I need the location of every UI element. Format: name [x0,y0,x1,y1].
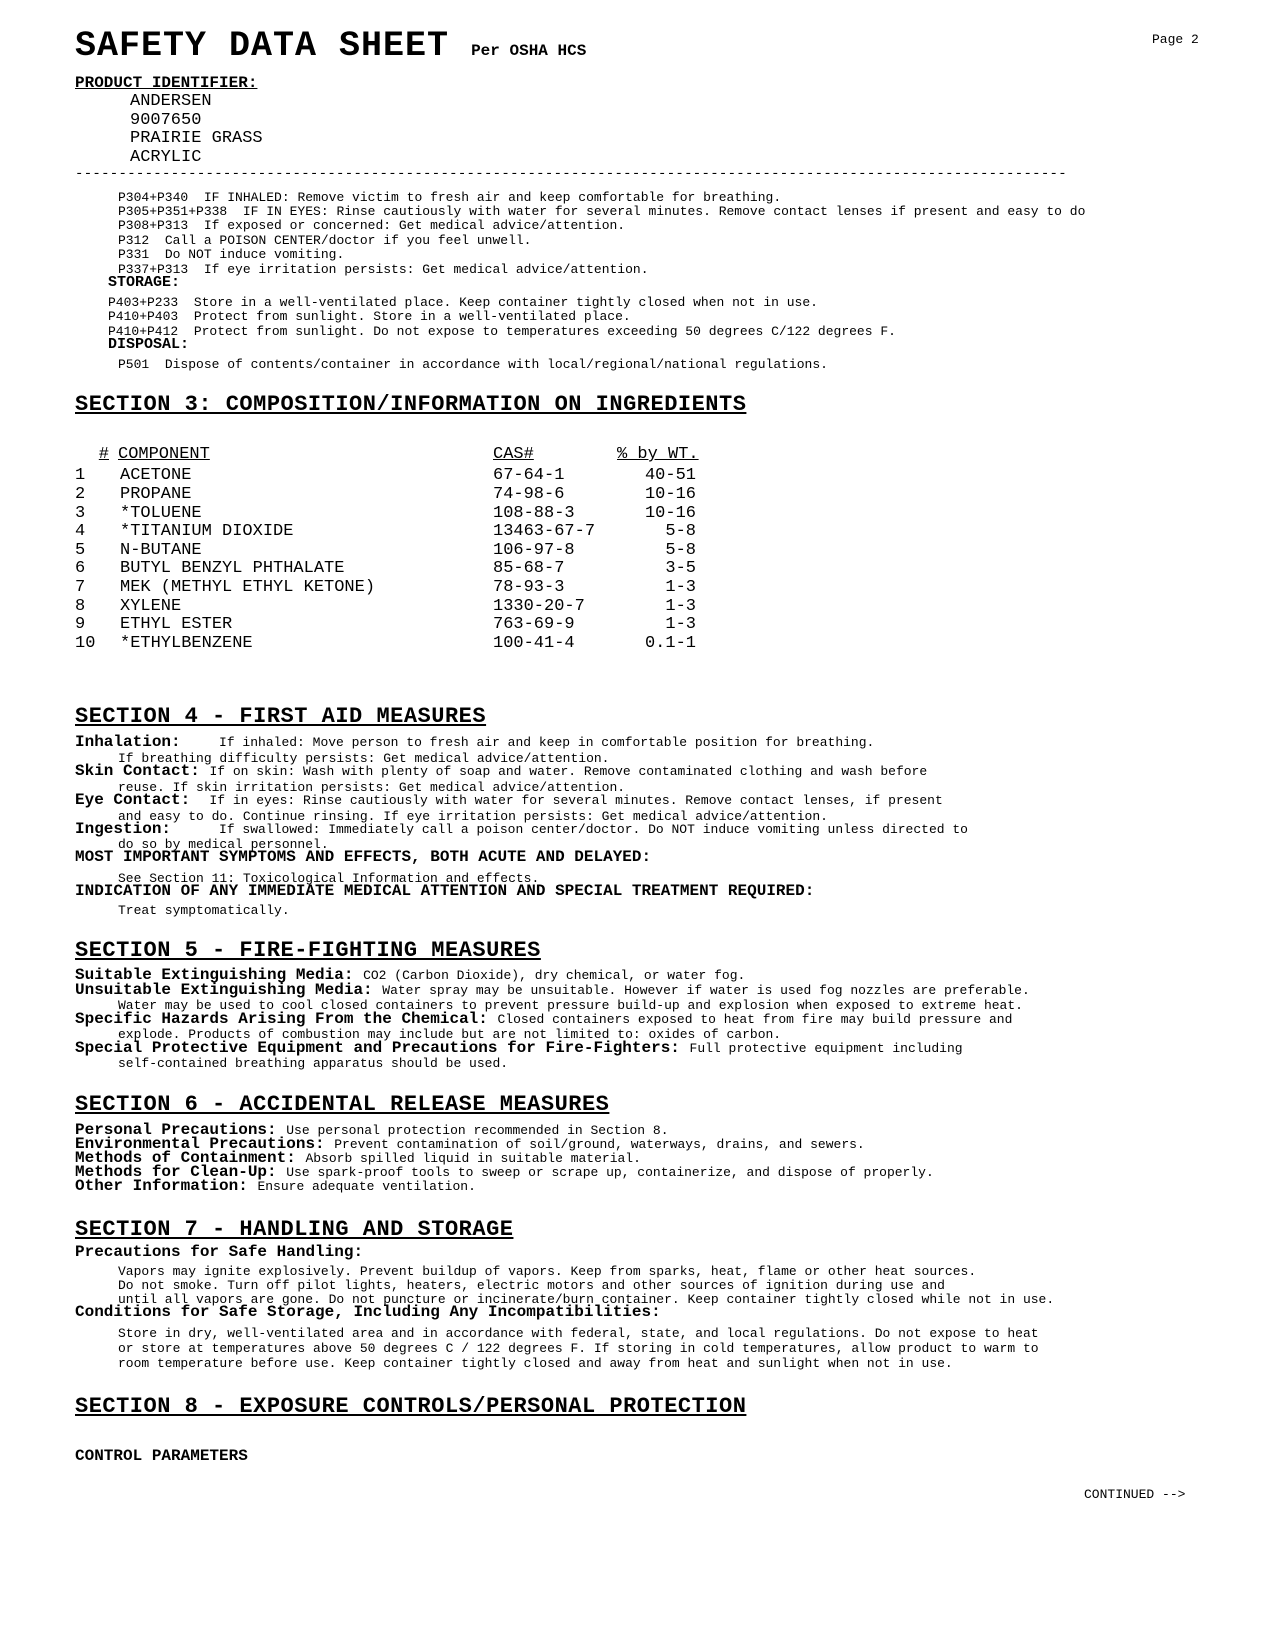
safe-handling-label: Precautions for Safe Handling: [75,1243,364,1261]
table-row-cas: 67-64-1 [493,466,565,485]
environmental-precautions-text: Prevent contamination of soil/ground, waterways, drains, and sewers. [334,1137,865,1152]
other-information-line [75,1177,476,1195]
table-row-component: ACETONE [120,466,192,485]
table-header-component: COMPONENT [118,445,210,464]
precaution-row [118,218,625,233]
precaution-text: Call a POISON CENTER/doctor if you feel unwell. [164,233,532,248]
precaution-row [118,262,649,277]
safe-handling-text: Vapors may ignite explosively. Prevent buildup of vapors. Keep from sparks, heat, flame or other heat sources. [118,1264,977,1279]
safe-storage-text: Store in dry, well-ventilated area and in accordance with federal, state, and local regulations. Do not expose to heat [118,1326,1039,1341]
product-line: PRAIRIE GRASS [130,129,263,148]
table-row-pct: 3-5 [665,559,696,578]
table-row-cas: 1330-20-7 [493,597,585,616]
table-row-pct: 5-8 [665,522,696,541]
table-row-pct: 1-3 [665,578,696,597]
table-row-component: *TOLUENE [120,504,202,523]
precaution-text: Store in a well-ventilated place. Keep container tightly closed when not in use. [193,295,818,310]
precaution-code: P305+P351+P338 [118,204,228,219]
table-row-num: 4 [75,522,86,541]
product-identifier-label: PRODUCT IDENTIFIER: [75,74,258,92]
skin-contact-text: If on skin: Wash with plenty of soap and water. Remove contaminated clothing and wash before [209,764,928,779]
table-row-component: PROPANE [120,485,192,504]
precaution-text: Protect from sunlight. Store in a well-ventilated place. [193,309,631,324]
precaution-text: Dispose of contents/container in accordance with local/regional/national regulations. [164,357,828,372]
precaution-text: IF IN EYES: Rinse cautiously with water for several minutes. Remove contact lenses if present and easy to do [242,204,1086,219]
section-7-title: SECTION 7 - HANDLING AND STORAGE [75,1217,514,1242]
safe-storage-text: or store at temperatures above 50 degrees C / 122 degrees F. If storing in cold temperatures, allow product to warm to [118,1341,1039,1356]
precaution-text: IF INHALED: Remove victim to fresh air and keep comfortable for breathing. [203,190,782,205]
control-parameters-label: CONTROL PARAMETERS [75,1447,248,1465]
table-row-cas: 13463-67-7 [493,522,596,541]
table-row-pct: 40-51 [644,466,696,485]
unsuitable-media-continued: Water may be used to cool closed containers to prevent pressure build-up and explosion when exposed to extreme heat. [118,998,1023,1013]
table-row-pct: 0.1-1 [644,634,696,653]
table-row-cas: 100-41-4 [493,634,575,653]
table-row-component: MEK (METHYL ETHYL KETONE) [120,578,376,597]
cleanup-text: Use spark-proof tools to sweep or scrape up, containerize, and dispose of properly. [286,1165,934,1180]
table-row-component: *ETHYLBENZENE [120,634,253,653]
product-line: ACRYLIC [130,148,202,167]
personal-precautions-text: Use personal protection recommended in Section 8. [286,1123,669,1138]
table-row-cas: 74-98-6 [493,485,565,504]
table-row-component: BUTYL BENZYL PHTHALATE [120,559,345,578]
eye-contact-label: Eye Contact: [75,791,191,809]
page-number: Page 2 [1152,32,1199,47]
specific-hazards-line [75,1010,1012,1028]
cleanup-label: Methods for Clean-Up: [75,1163,277,1181]
precaution-code: P501 [118,357,150,372]
table-row-pct: 5-8 [665,541,696,560]
table-row-cas: 108-88-3 [493,504,575,523]
protective-equipment-label: Special Protective Equipment and Precautions for Fire-Fighters: [75,1039,680,1057]
protective-equipment-continued: self-contained breathing apparatus should be used. [118,1056,509,1071]
precaution-text: Protect from sunlight. Do not expose to temperatures exceeding 50 degrees C/122 degrees F. [193,324,896,339]
precaution-code: P331 [118,247,150,262]
precaution-row [118,190,781,205]
safe-handling-text: Do not smoke. Turn off pilot lights, heaters, electric motors and other sources of ignition during use and [118,1278,945,1293]
precaution-row [118,233,532,248]
unsuitable-media-line [75,981,1030,999]
precaution-text: If eye irritation persists: Get medical advice/attention. [203,262,649,277]
section-5-title: SECTION 5 - FIRE-FIGHTING MEASURES [75,938,541,963]
title-main: SAFETY DATA SHEET [75,26,450,66]
product-line: 9007650 [130,111,202,130]
precaution-code: P403+P233 [108,295,179,310]
skin-contact-line [75,762,927,780]
precaution-code: P312 [118,233,150,248]
other-information-text: Ensure adequate ventilation. [257,1179,476,1194]
table-row-component: ETHYL ESTER [120,615,233,634]
table-row-num: 3 [75,504,86,523]
personal-precautions-label: Personal Precautions: [75,1121,277,1139]
indication-label: INDICATION OF ANY IMMEDIATE MEDICAL ATTENTION AND SPECIAL TREATMENT REQUIRED: [75,882,815,900]
table-row-pct: 10-16 [644,504,696,523]
table-header-pct: % by WT. [617,445,699,464]
precaution-text: Do NOT induce vomiting. [164,247,345,262]
table-row-cas: 78-93-3 [493,578,565,597]
inhalation-line [75,733,874,751]
table-row-component: *TITANIUM DIOXIDE [120,522,294,541]
specific-hazards-text: Closed containers exposed to heat from fire may build pressure and [497,1012,1013,1027]
table-row-num: 2 [75,485,86,504]
table-row-cas: 85-68-7 [493,559,565,578]
table-row-num: 7 [75,578,86,597]
table-row-cas: 763-69-9 [493,615,575,634]
divider-line: ------------------------------------------------------------------------------------------------------------------ [75,166,1067,182]
storage-row [108,324,896,339]
table-row-num: 8 [75,597,86,616]
precaution-row [118,204,1085,219]
eye-contact-line [75,791,943,809]
eye-contact-text: If in eyes: Rinse cautiously with water for several minutes. Remove contact lenses, if present [209,793,943,808]
table-row-cas: 106-97-8 [493,541,575,560]
section-3-title: SECTION 3: COMPOSITION/INFORMATION ON INGREDIENTS [75,392,747,417]
table-row-component: N-BUTANE [120,541,202,560]
skin-contact-label: Skin Contact: [75,762,200,780]
table-row-num: 5 [75,541,86,560]
inhalation-label: Inhalation: [75,733,181,751]
table-row-pct: 1-3 [665,597,696,616]
table-row-component: XYLENE [120,597,182,616]
section-4-title: SECTION 4 - FIRST AID MEASURES [75,704,487,729]
safe-storage-text: room temperature before use. Keep container tightly closed and away from heat and sunlight when not in use. [118,1356,953,1371]
skin-contact-continued: reuse. If skin irritation persists: Get medical advice/attention. [118,780,626,795]
specific-hazards-label: Specific Hazards Arising From the Chemical: [75,1010,488,1028]
disposal-label: DISPOSAL: [108,336,190,353]
specific-hazards-continued: explode. Products of combustion may include but are not limited to: oxides of carbon. [118,1027,782,1042]
protective-equipment-text: Full protective equipment including [689,1041,963,1056]
containment-text: Absorb spilled liquid in suitable material. [305,1151,641,1166]
table-row-num: 6 [75,559,86,578]
product-line: ANDERSEN [130,92,212,111]
storage-label: STORAGE: [108,274,181,291]
storage-row [108,309,631,324]
table-header-cas: CAS# [493,445,534,464]
table-row-num: 9 [75,615,86,634]
table-header-num: # [98,445,109,464]
unsuitable-media-text: Water spray may be unsuitable. However if water is used fog nozzles are preferable. [382,983,1030,998]
eye-contact-continued: and easy to do. Continue rinsing. If eye irritation persists: Get medical advice/attention. [118,809,828,824]
symptoms-label: MOST IMPORTANT SYMPTOMS AND EFFECTS, BOTH ACUTE AND DELAYED: [75,848,652,866]
indication-text: Treat symptomatically. [118,903,290,918]
other-information-label: Other Information: [75,1177,248,1195]
precaution-code: P410+P412 [108,324,179,339]
ingestion-label: Ingestion: [75,820,172,838]
environmental-precautions-label: Environmental Precautions: [75,1135,325,1153]
safe-handling-text: until all vapors are gone. Do not puncture or incinerate/burn container. Keep container tightly closed while not in use. [118,1292,1055,1307]
safe-storage-label: Conditions for Safe Storage, Including Any Incompatibilities: [75,1303,661,1321]
precaution-code: P308+P313 [118,218,189,233]
ingestion-text: If swallowed: Immediately call a poison center/doctor. Do NOT induce vomiting unless directed to [219,822,968,837]
inhalation-text: If inhaled: Move person to fresh air and keep in comfortable position for breathing. [219,735,875,750]
table-row-pct: 1-3 [665,615,696,634]
document-title [75,26,586,66]
section-8-title: SECTION 8 - EXPOSURE CONTROLS/PERSONAL PROTECTION [75,1394,747,1419]
disposal-row [118,357,828,372]
suitable-media-text: CO2 (Carbon Dioxide), dry chemical, or water fog. [363,968,746,983]
storage-row [108,295,818,310]
table-row-pct: 10-16 [644,485,696,504]
inhalation-continued: If breathing difficulty persists: Get medical advice/attention. [118,751,610,766]
ingestion-line [75,820,968,838]
suitable-media-label: Suitable Extinguishing Media: [75,966,354,984]
table-row-num: 1 [75,466,86,485]
precaution-code: P337+P313 [118,262,189,277]
precaution-code: P304+P340 [118,190,189,205]
ingestion-continued: do so by medical personnel. [118,837,329,852]
precaution-row [118,247,344,262]
precaution-code: P410+P403 [108,309,179,324]
section-6-title: SECTION 6 - ACCIDENTAL RELEASE MEASURES [75,1092,610,1117]
unsuitable-media-label: Unsuitable Extinguishing Media: [75,981,373,999]
symptoms-text: See Section 11: Toxicological Information and effects. [118,871,540,886]
title-subtitle: Per OSHA HCS [471,42,587,60]
containment-label: Methods of Containment: [75,1149,296,1167]
table-row-num: 10 [75,634,96,653]
precaution-text: If exposed or concerned: Get medical advice/attention. [203,218,626,233]
protective-equipment-line [75,1039,963,1057]
continued-marker: CONTINUED --> [1084,1487,1186,1502]
